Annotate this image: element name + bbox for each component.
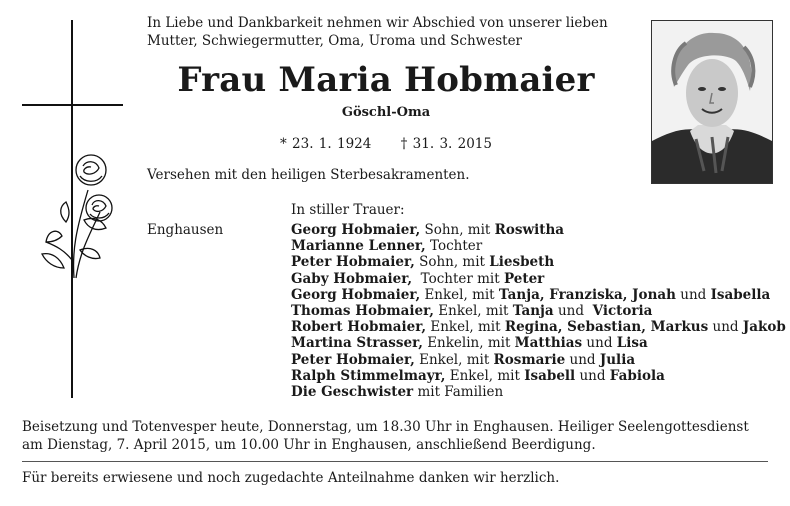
sacraments-text: Versehen mit den heiligen Sterbesakramenten. xyxy=(147,167,470,183)
mourner-name: Roswitha xyxy=(494,222,565,238)
mourners-list xyxy=(291,222,786,401)
nickname: Göschl-Oma xyxy=(341,105,431,120)
mourner-relation: Sohn, mit xyxy=(414,254,490,271)
mourner-line xyxy=(291,254,781,270)
mourner-relation: Enkelin, mit xyxy=(422,335,515,352)
mourner-name: Ralph Stimmelmayr, xyxy=(291,367,446,384)
mourner-relation: Tochter xyxy=(425,238,483,255)
mourner-name: Lisa xyxy=(616,335,648,352)
mourner-name: Jakob xyxy=(742,319,786,336)
mourner-line xyxy=(291,368,781,384)
mourner-relation: Tochter mit xyxy=(412,270,504,287)
mourner-name: Regina, Sebastian, Markus xyxy=(504,319,709,336)
mourner-name: Victoria xyxy=(592,303,653,320)
mourner-relation: und xyxy=(575,367,610,384)
mourner-name: Tanja, Franziska, Jonah xyxy=(498,286,676,303)
mourner-name: Georg Hobmaier, xyxy=(291,222,421,238)
portrait-photo xyxy=(651,20,773,184)
mourning-title: In stiller Trauer: xyxy=(291,202,405,218)
place-name: Enghausen xyxy=(147,222,224,238)
mourner-name: Die Geschwister xyxy=(291,384,414,401)
mourner-relation: und xyxy=(553,303,593,320)
divider xyxy=(22,461,768,462)
mourner-name: Liesbeth xyxy=(489,254,555,271)
life-dates xyxy=(147,136,625,152)
mourner-name: Robert Hobmaier, xyxy=(291,319,427,336)
mourner-name: Gaby Hobmaier, xyxy=(291,270,413,287)
mourner-relation: Sohn, mit xyxy=(420,222,495,238)
mourner-relation: Enkel, mit xyxy=(445,367,525,384)
mourner-relation: und xyxy=(582,335,617,352)
mourner-line xyxy=(291,335,781,351)
mourner-name: Tanja xyxy=(512,303,554,320)
mourner-name: Julia xyxy=(599,351,636,368)
mourner-line xyxy=(291,384,781,400)
mourner-line xyxy=(291,238,781,254)
mourner-relation: und xyxy=(675,286,711,303)
intro-line-1: In Liebe und Dankbarkeit nehmen wir Abschied von unserer lieben xyxy=(147,15,608,31)
intro-text xyxy=(147,14,647,50)
deceased-name: Frau Maria Hobmaier xyxy=(177,60,595,100)
mourner-name: Georg Hobmaier, xyxy=(291,286,421,303)
mourner-relation: Enkel, mit xyxy=(414,351,494,368)
mourner-relation: mit Familien xyxy=(413,384,504,401)
mourner-name: Matthias xyxy=(514,335,583,352)
mourner-name: Peter Hobmaier, xyxy=(291,254,415,271)
mourner-relation: Enkel, mit xyxy=(420,286,499,303)
mourner-name: Peter Hobmaier, xyxy=(291,351,415,368)
mourner-name: Fabiola xyxy=(609,367,665,384)
thanks-text: Für bereits erwiesene und noch zugedachte Anteilnahme danken wir herzlich. xyxy=(22,470,560,486)
mourner-relation: und xyxy=(708,319,743,336)
birth-date: * 23. 1. 1924 xyxy=(280,136,372,152)
mourner-relation: Enkel, mit xyxy=(426,319,505,336)
funeral-line-2: am Dienstag, 7. April 2015, um 10.00 Uhr in Enghausen, anschließend Beerdigung. xyxy=(22,437,596,453)
mourner-line xyxy=(291,271,781,287)
mourner-line xyxy=(291,352,781,368)
mourner-name: Isabella xyxy=(710,286,771,303)
mourner-line xyxy=(291,222,781,238)
roses-illustration xyxy=(36,150,120,280)
funeral-info xyxy=(22,418,774,454)
mourner-name: Rosmarie xyxy=(493,351,566,368)
funeral-line-1: Beisetzung und Totenvesper heute, Donnerstag, um 18.30 Uhr in Enghausen. Heiliger Seelengottesdienst xyxy=(22,419,749,435)
mourner-line xyxy=(291,287,781,303)
mourner-relation: und xyxy=(565,351,600,368)
mourner-line xyxy=(291,319,786,336)
mourner-relation: Enkel, mit xyxy=(433,303,513,320)
mourner-name: Isabell xyxy=(524,367,576,384)
mourner-name: Peter xyxy=(503,270,545,287)
mourner-name: Thomas Hobmaier, xyxy=(291,303,434,320)
intro-line-2: Mutter, Schwiegermutter, Oma, Uroma und Schwester xyxy=(147,33,523,49)
mourner-line xyxy=(291,303,781,319)
cross-horizontal-bar xyxy=(22,104,123,106)
mourner-name: Martina Strasser, xyxy=(291,335,423,352)
mourner-name: Marianne Lenner, xyxy=(291,238,426,255)
death-date: † 31. 3. 2015 xyxy=(400,136,492,152)
